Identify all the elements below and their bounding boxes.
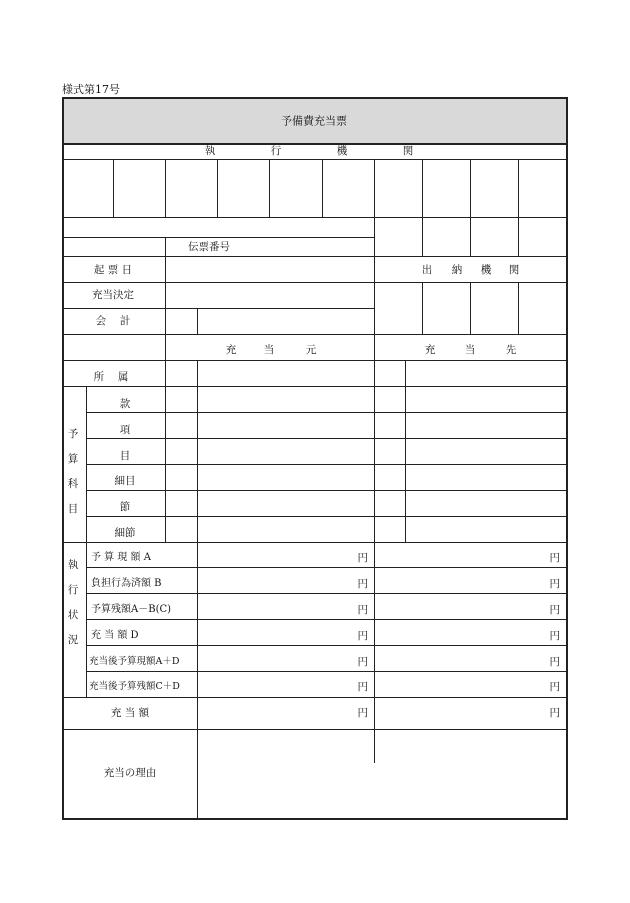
label-juto-kettei: 充当決定 — [92, 289, 134, 301]
label-shikko-4: 関 — [402, 145, 414, 157]
label-suinou-4: 関 — [508, 264, 520, 276]
border-top — [62, 97, 568, 99]
label-juto-riyu: 充当の理由 — [103, 767, 157, 779]
rule — [86, 490, 567, 491]
label-saki-3: 先 — [505, 344, 517, 356]
rule — [62, 729, 567, 730]
rule — [62, 360, 567, 361]
label-kihyo-bi: 起 票 日 — [93, 264, 133, 276]
rule — [165, 159, 166, 217]
yen-unit: 円 — [549, 604, 560, 616]
rule — [165, 334, 166, 542]
rule — [86, 464, 567, 465]
rule — [62, 217, 567, 218]
rule — [197, 308, 198, 334]
label-kou: 項 — [119, 424, 131, 436]
label-gengaku-ad: 充当後予算現額A＋D — [89, 656, 180, 667]
label-zangaku-cd: 充当後予算残額C＋D — [89, 681, 180, 692]
yen-unit: 円 — [357, 604, 368, 616]
rule — [422, 282, 423, 334]
label-moto-3: 元 — [305, 344, 317, 356]
label-juto-gaku-d: 充 当 額 D — [91, 630, 139, 641]
label-kaikei: 会 計 — [95, 315, 131, 327]
rule — [322, 159, 323, 217]
rule — [217, 159, 218, 217]
yen-unit: 円 — [549, 578, 560, 590]
rule — [62, 542, 567, 543]
rule — [518, 282, 519, 334]
label-yosan-kamoku: 予 算 科 目 — [67, 428, 79, 515]
rule — [62, 386, 567, 387]
rule — [62, 282, 567, 283]
rule — [86, 593, 567, 594]
label-saki-1: 充 — [424, 344, 436, 356]
label-saisetsu: 細節 — [114, 527, 136, 539]
rule — [470, 159, 471, 256]
yen-unit: 円 — [357, 681, 368, 693]
label-denpyo-bango: 伝票番号 — [188, 241, 230, 253]
yen-unit: 円 — [357, 578, 368, 590]
rule — [86, 516, 567, 517]
rule — [62, 237, 375, 238]
yen-unit: 円 — [357, 630, 368, 642]
border-right — [566, 97, 568, 820]
label-kan: 款 — [119, 398, 131, 410]
yen-unit: 円 — [549, 681, 560, 693]
rule — [86, 567, 567, 568]
rule — [269, 159, 270, 217]
rule — [197, 360, 198, 542]
form-number: 様式第17号 — [62, 83, 120, 96]
yen-unit: 円 — [549, 656, 560, 668]
label-juto-gaku: 充 当 額 — [110, 707, 150, 719]
rule — [86, 386, 87, 697]
rule — [422, 159, 423, 256]
label-shikko-jokyo: 執 行 状 況 — [67, 559, 79, 646]
label-setsu: 節 — [119, 501, 131, 513]
rule — [62, 697, 567, 698]
label-shikko-2: 行 — [270, 145, 282, 157]
label-shikko-1: 執 — [204, 145, 216, 157]
form-title: 予備費充当票 — [281, 114, 347, 128]
label-shikko-3: 機 — [336, 145, 348, 157]
rule — [86, 645, 567, 646]
rule — [62, 334, 567, 335]
yen-unit: 円 — [357, 552, 368, 564]
label-saki-2: 当 — [464, 344, 476, 356]
yen-unit: 円 — [549, 707, 560, 719]
rule — [86, 671, 567, 672]
label-suinou-1: 出 — [421, 264, 433, 276]
yen-unit: 円 — [549, 630, 560, 642]
rule — [62, 143, 568, 145]
rule — [197, 542, 198, 818]
label-futan-koui: 負担行為済額 B — [91, 578, 162, 589]
yen-unit: 円 — [549, 552, 560, 564]
border-left — [62, 97, 64, 820]
rule — [62, 159, 567, 160]
rule — [62, 256, 567, 257]
rule — [86, 438, 567, 439]
label-moto-2: 当 — [263, 344, 275, 356]
rule — [86, 619, 567, 620]
label-moto-1: 充 — [225, 344, 237, 356]
rule — [62, 308, 375, 309]
rule — [86, 412, 567, 413]
label-suinou-2: 納 — [451, 264, 463, 276]
rule — [113, 159, 114, 217]
label-shozoku: 所 属 — [93, 371, 129, 383]
rule — [165, 237, 166, 334]
label-suinou-3: 機 — [480, 264, 492, 276]
label-saimoku: 細目 — [114, 475, 136, 487]
rule — [470, 282, 471, 334]
rule — [518, 159, 519, 256]
rule — [374, 159, 375, 334]
yen-unit: 円 — [357, 656, 368, 668]
yen-unit: 円 — [357, 707, 368, 719]
label-yosan-zangaku: 予算残額A－B(C) — [91, 604, 172, 615]
border-bottom — [62, 818, 568, 820]
label-yosan-gengaku: 予 算 現 額 A — [91, 552, 151, 563]
rule — [405, 360, 406, 542]
label-moku: 目 — [119, 450, 131, 462]
rule — [374, 334, 375, 763]
